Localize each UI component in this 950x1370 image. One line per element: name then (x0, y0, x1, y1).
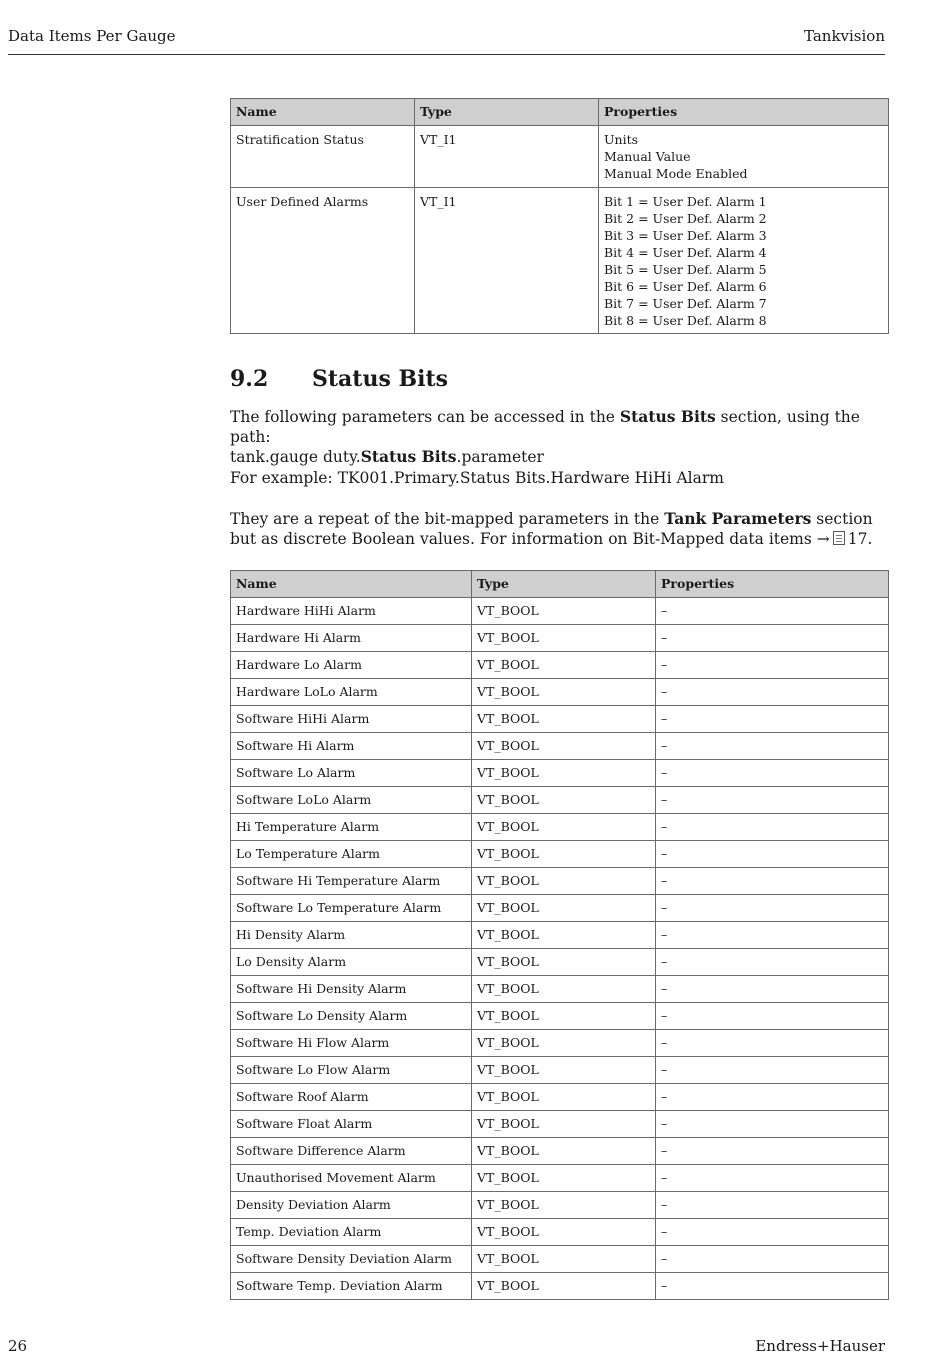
cell-type: VT_BOOL (472, 1003, 656, 1030)
cell-type: VT_I1 (415, 126, 599, 188)
text-run: tank.gauge duty. (230, 448, 361, 466)
cell-properties: – (656, 841, 889, 868)
table-row (231, 706, 889, 733)
cell-properties: – (656, 733, 889, 760)
property-line: Bit 8 = User Def. Alarm 8 (604, 313, 767, 328)
cell-type: VT_BOOL (472, 679, 656, 706)
cell-name: Unauthorised Movement Alarm (231, 1165, 472, 1192)
bold-text: Status Bits (619, 407, 716, 426)
header-section-title: Data Items Per Gauge (8, 27, 176, 45)
bold-text: Tank Parameters (664, 509, 812, 528)
property-line: Bit 4 = User Def. Alarm 4 (604, 245, 767, 260)
cell-name: Hardware Hi Alarm (231, 625, 472, 652)
cell-name: Hardware Lo Alarm (231, 652, 472, 679)
cell-type: VT_BOOL (472, 1111, 656, 1138)
cell-properties: – (656, 922, 889, 949)
cell-properties: – (656, 1273, 889, 1300)
cell-properties: – (656, 814, 889, 841)
cell-properties: – (656, 1246, 889, 1273)
cell-type: VT_BOOL (472, 787, 656, 814)
cell-name: Software Lo Temperature Alarm (231, 895, 472, 922)
table-row (231, 895, 889, 922)
cell-name: Stratification Status (231, 126, 415, 188)
cell-name: Hi Temperature Alarm (231, 814, 472, 841)
table-row (231, 760, 889, 787)
text-run: section, using the path: (230, 408, 860, 446)
page-reference-link[interactable]: 17. (847, 530, 873, 548)
cell-type: VT_BOOL (472, 1246, 656, 1273)
column-header-type: Type (472, 571, 656, 598)
table-row (231, 679, 889, 706)
cell-name: Software Float Alarm (231, 1111, 472, 1138)
cell-type: VT_BOOL (472, 1138, 656, 1165)
cell-type: VT_BOOL (472, 949, 656, 976)
cell-name: Software Hi Flow Alarm (231, 1030, 472, 1057)
cell-type: VT_BOOL (472, 1165, 656, 1192)
cell-type: VT_BOOL (472, 841, 656, 868)
cell-properties: – (656, 652, 889, 679)
table-row (231, 1057, 889, 1084)
property-line: Units (604, 132, 639, 147)
cell-properties: – (656, 949, 889, 976)
property-line: Manual Value (604, 149, 691, 164)
page-header (8, 26, 885, 55)
cell-name: Lo Density Alarm (231, 949, 472, 976)
intro-paragraph (230, 407, 890, 467)
cell-name: Hardware HiHi Alarm (231, 598, 472, 625)
table-row (231, 1138, 889, 1165)
cell-type: VT_BOOL (472, 598, 656, 625)
cell-type: VT_BOOL (472, 868, 656, 895)
cell-type: VT_BOOL (472, 652, 656, 679)
cell-name: Software Hi Temperature Alarm (231, 868, 472, 895)
table-row (231, 652, 889, 679)
table-row (231, 1273, 889, 1300)
section-number: 9.2 (230, 366, 269, 392)
cell-name: Hardware LoLo Alarm (231, 679, 472, 706)
cell-properties: – (656, 868, 889, 895)
cell-properties: – (656, 760, 889, 787)
cell-properties: – (656, 598, 889, 625)
table-header-row (231, 571, 889, 598)
table-row (231, 949, 889, 976)
cell-properties: – (656, 1057, 889, 1084)
cell-properties: – (656, 1192, 889, 1219)
column-header-name: Name (231, 571, 472, 598)
table-row (231, 976, 889, 1003)
table-row (231, 1165, 889, 1192)
cell-properties (599, 188, 889, 334)
table-row (231, 922, 889, 949)
table-row (231, 868, 889, 895)
text-run: section but as discrete Boolean values. For information on Bit-Mapped data items → (230, 510, 873, 548)
column-header-name: Name (231, 99, 415, 126)
table-row (231, 1219, 889, 1246)
cell-type: VT_BOOL (472, 1030, 656, 1057)
cell-properties: – (656, 976, 889, 1003)
property-line: Bit 6 = User Def. Alarm 6 (604, 279, 767, 294)
cell-type: VT_I1 (415, 188, 599, 334)
cell-properties: – (656, 787, 889, 814)
table-row (231, 188, 889, 334)
cell-type: VT_BOOL (472, 1084, 656, 1111)
cell-type: VT_BOOL (472, 922, 656, 949)
property-line: Bit 7 = User Def. Alarm 7 (604, 296, 767, 311)
table-row (231, 625, 889, 652)
cell-properties (599, 126, 889, 188)
cell-name: Software LoLo Alarm (231, 787, 472, 814)
property-line: Manual Mode Enabled (604, 166, 748, 181)
cell-properties: – (656, 625, 889, 652)
cell-properties: – (656, 1165, 889, 1192)
status-bits-body (231, 598, 889, 1300)
cell-properties: – (656, 1003, 889, 1030)
cell-name: Software Difference Alarm (231, 1138, 472, 1165)
cell-name: Software HiHi Alarm (231, 706, 472, 733)
property-line: Bit 5 = User Def. Alarm 5 (604, 262, 767, 277)
status-bits-table (230, 570, 889, 1300)
note-paragraph (230, 509, 890, 549)
cell-properties: – (656, 1084, 889, 1111)
cell-name: Software Temp. Deviation Alarm (231, 1273, 472, 1300)
cell-properties: – (656, 1111, 889, 1138)
cell-type: VT_BOOL (472, 814, 656, 841)
table-row (231, 1111, 889, 1138)
cell-name: Temp. Deviation Alarm (231, 1219, 472, 1246)
cell-type: VT_BOOL (472, 1219, 656, 1246)
table-row (231, 1246, 889, 1273)
property-line: Bit 3 = User Def. Alarm 3 (604, 228, 767, 243)
property-line: Bit 2 = User Def. Alarm 2 (604, 211, 767, 226)
brand-name: Endress+Hauser (755, 1337, 885, 1355)
cell-name: Lo Temperature Alarm (231, 841, 472, 868)
cell-properties: – (656, 895, 889, 922)
cell-name: User Defined Alarms (231, 188, 415, 334)
example-paragraph: For example: TK001.Primary.Status Bits.Hardware HiHi Alarm (230, 469, 724, 487)
column-header-properties: Properties (599, 99, 889, 126)
table-row (231, 1030, 889, 1057)
cell-name: Software Lo Density Alarm (231, 1003, 472, 1030)
cell-type: VT_BOOL (472, 1192, 656, 1219)
page-reference-icon (833, 531, 845, 545)
table-row (231, 126, 889, 188)
column-header-type: Type (415, 99, 599, 126)
table-row (231, 1192, 889, 1219)
data-items-table (230, 98, 889, 334)
cell-name: Density Deviation Alarm (231, 1192, 472, 1219)
section-title: Status Bits (312, 366, 449, 392)
cell-type: VT_BOOL (472, 625, 656, 652)
cell-type: VT_BOOL (472, 733, 656, 760)
page-number: 26 (8, 1337, 28, 1355)
table-header-row (231, 99, 889, 126)
cell-name: Software Hi Alarm (231, 733, 472, 760)
cell-name: Hi Density Alarm (231, 922, 472, 949)
bold-text: Status Bits (360, 447, 457, 466)
text-run: They are a repeat of the bit-mapped parameters in the (230, 510, 665, 528)
table-row (231, 1003, 889, 1030)
cell-name: Software Lo Flow Alarm (231, 1057, 472, 1084)
table-row (231, 841, 889, 868)
property-line: Bit 1 = User Def. Alarm 1 (604, 194, 767, 209)
cell-name: Software Lo Alarm (231, 760, 472, 787)
cell-type: VT_BOOL (472, 976, 656, 1003)
cell-properties: – (656, 1138, 889, 1165)
text-run: .parameter (456, 448, 544, 466)
cell-type: VT_BOOL (472, 895, 656, 922)
cell-properties: – (656, 706, 889, 733)
cell-type: VT_BOOL (472, 706, 656, 733)
table-row (231, 598, 889, 625)
cell-name: Software Hi Density Alarm (231, 976, 472, 1003)
section-heading (230, 366, 448, 392)
table-row (231, 814, 889, 841)
text-run: The following parameters can be accessed in the (230, 408, 620, 426)
cell-type: VT_BOOL (472, 1057, 656, 1084)
cell-name: Software Density Deviation Alarm (231, 1246, 472, 1273)
table-row (231, 1084, 889, 1111)
cell-properties: – (656, 1030, 889, 1057)
cell-name: Software Roof Alarm (231, 1084, 472, 1111)
column-header-properties: Properties (656, 571, 889, 598)
table-row (231, 733, 889, 760)
cell-type: VT_BOOL (472, 1273, 656, 1300)
header-product-name: Tankvision (804, 27, 885, 45)
table-row (231, 787, 889, 814)
cell-properties: – (656, 1219, 889, 1246)
cell-type: VT_BOOL (472, 760, 656, 787)
cell-properties: – (656, 679, 889, 706)
